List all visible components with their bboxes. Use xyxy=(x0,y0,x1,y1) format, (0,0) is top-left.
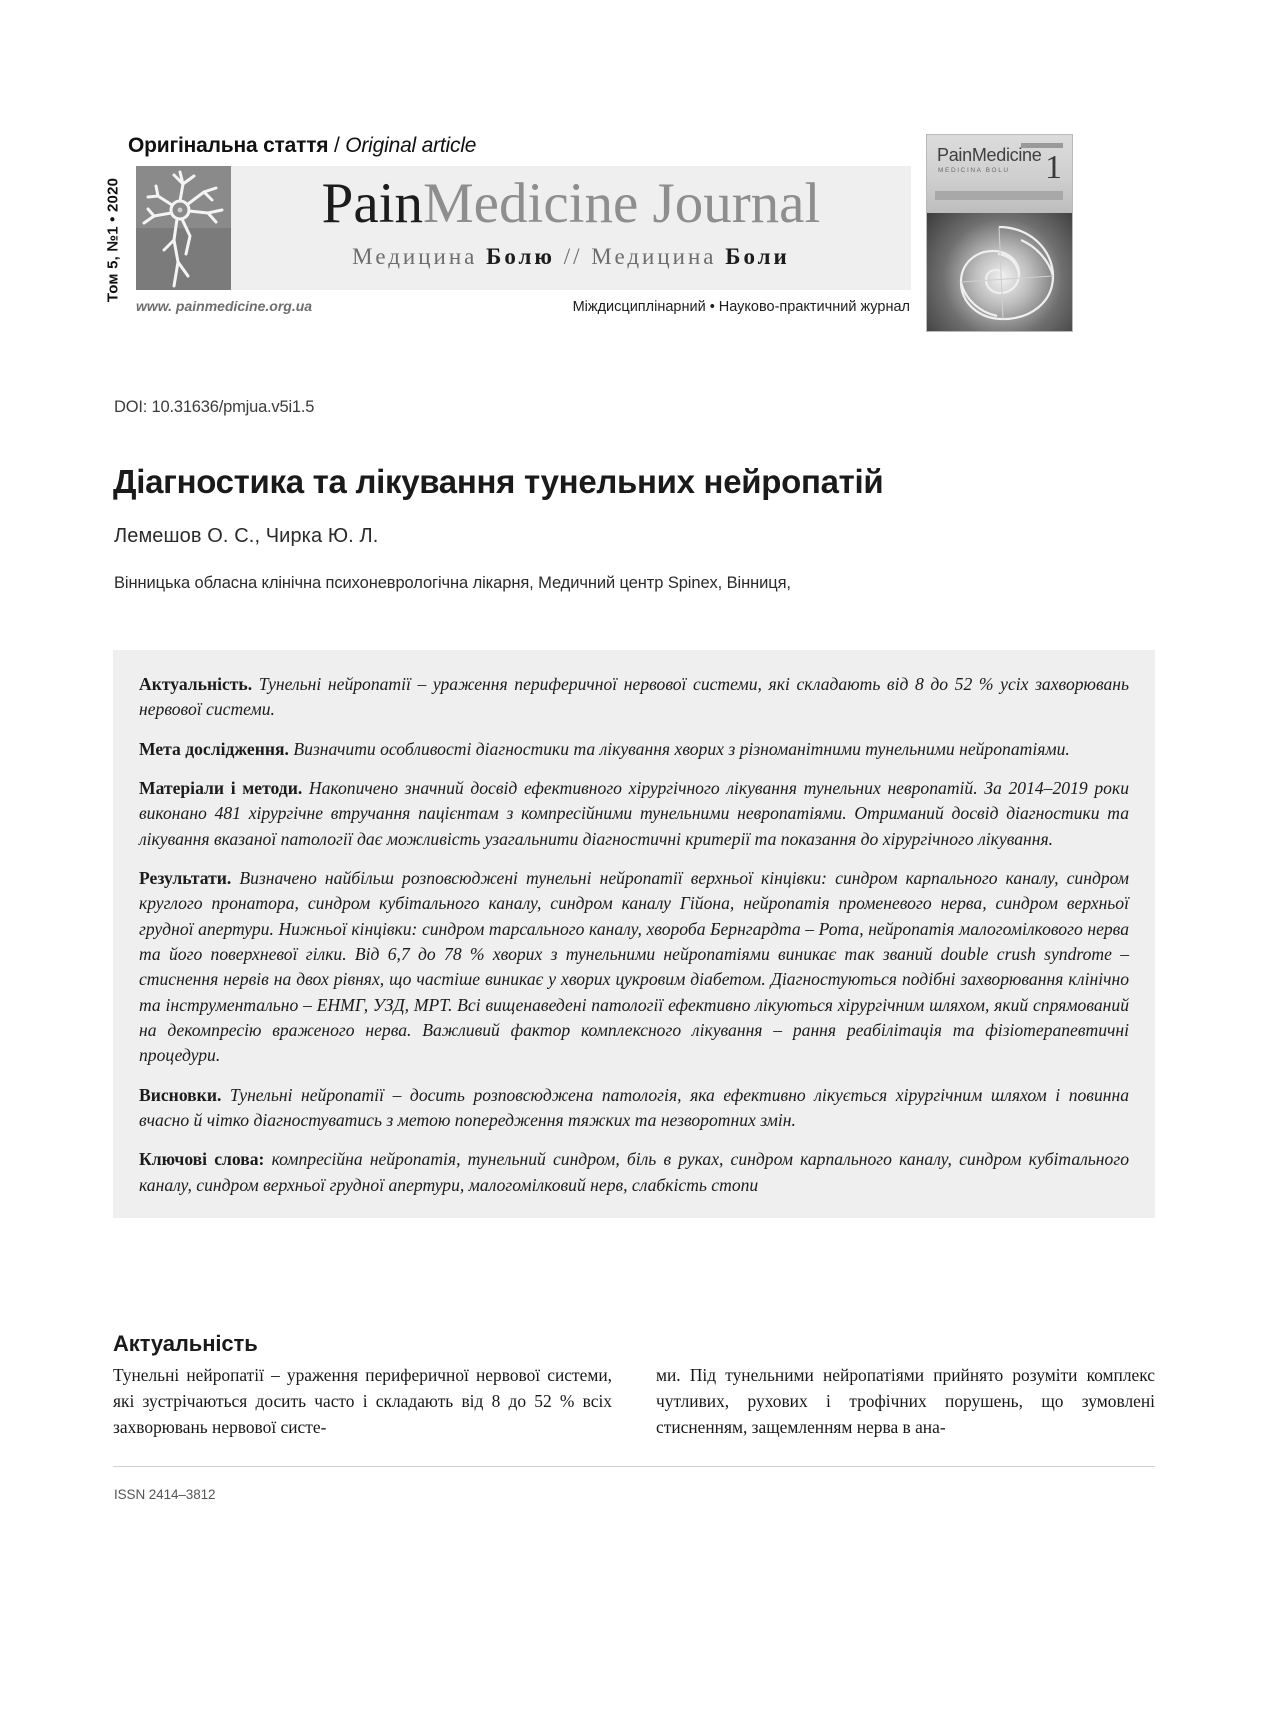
footer-divider xyxy=(113,1466,1155,1467)
page-title: Діагностика та лікування тунельних нейропатій xyxy=(113,463,884,501)
subtitle-ua-prefix: Медицина xyxy=(352,244,487,269)
issn-text: ISSN 2414–3812 xyxy=(114,1487,216,1502)
cover-title: PainMedicine xyxy=(937,145,1042,165)
doi-text[interactable]: DOI: 10.31636/pmjua.v5i1.5 xyxy=(114,398,315,416)
journal-website-link[interactable]: www. painmedicine.org.ua xyxy=(136,298,313,314)
section-heading-relevance: Актуальність xyxy=(113,1331,258,1357)
abstract-aim xyxy=(139,737,1129,762)
wordmark-medicine: Medicine xyxy=(423,172,639,235)
masthead xyxy=(0,0,1270,360)
cover-subtitle: MEDICINA BOLU xyxy=(938,167,1010,174)
abstract-methods xyxy=(139,776,1129,852)
body-paragraph-right: ми. Під тунельними нейропатіями прийнято розуміти комплекс чутливих, рухових і трофічних порушень, що зумовлені стисненням, защемленням нерва в ана- xyxy=(656,1365,1155,1438)
article-type-line xyxy=(128,134,476,158)
body-paragraph-left: Тунельні нейропатії – ураження периферичної нервової системи, які зустрічаються досить часто і складають від 8 до 52 % всіх захворювань нервової систе- xyxy=(113,1365,612,1438)
body-column-left xyxy=(113,1362,612,1440)
journal-title-band xyxy=(231,166,911,290)
abstract-keywords-text: компресійна нейропатія, тунельний синдром, біль в руках, синдром карпального каналу, синдром кубітального каналу, синдром верхньої грудної апертури, малогомілковий нерв, слабкість стопи xyxy=(139,1149,1129,1195)
journal-wordmark xyxy=(231,172,911,235)
subtitle-ru-bold: Боли xyxy=(725,244,790,269)
abstract-aim-text: Визначити особливості діагностики та лікування хворих з різноманітними тунельними нейропатіями. xyxy=(288,738,1070,759)
abstract-conclusions xyxy=(139,1083,1129,1134)
abstract-box xyxy=(113,650,1155,1218)
cover-nautilus-image xyxy=(927,213,1072,331)
abstract-results-text: Визначено найбільш розповсюджені тунельні нейропатії верхньої кінцівки: синдром карпального каналу, синдром круглого пронатора, синдром кубітального каналу, синдром каналу Гійона, нейропатія променевого нерва, синдром верхньої грудної апертури. Нижньої кінцівки: синдром тарсального каналу, хвороба Бернгардта – Рота, нейропатія малогомілкового нерва та його поверхневої гілки. Від 6,7 до 78 % хворих з тунельними нейропатіями виникає так званий double crush syndrome – стиснення нервів на двох рівнях, що частіше виникає у хворих цукровим діабетом. Діагностуються подібні захворювання клінічно та інструментально – ЕНМГ, УЗД, МРТ. Всі вищенаведені патології ефективно лікуються хірургічним шляхом, який спрямований на декомпресію враженого нерва. Важливий фактор комплексного лікування – рання реабілітація та фізіотерапевтичні процедури. xyxy=(139,867,1129,1066)
abstract-results xyxy=(139,866,1129,1069)
journal-subtitle xyxy=(231,244,911,270)
abstract-conclusions-text: Тунельні нейропатії – досить розповсюджена патологія, яка ефективно лікується хірургічним шляхом і повинна вчасно й чітко діагностуватись з метою попередження тяжких та незворотних змін. xyxy=(139,1084,1129,1130)
affiliation-text: Вінницька обласна клінічна психоневрологічна лікарня, Медичний центр Spinex, Вінниця, xyxy=(114,574,791,592)
abstract-methods-text: Накопичено значний досвід ефективного хірургічного лікування тунельних невропатій. За 2014–2019 роки виконано 481 хірургічне втручання пацієнтам з компресійними тунельними невропатіями. Отриманий досвід діагностики та лікування вказаної патології дає можливість узагальнити діагностичні критерії та показання до хірургічного лікування. xyxy=(139,777,1129,849)
article-type-en: Original article xyxy=(345,134,477,157)
subtitle-separator: // xyxy=(555,244,592,269)
abstract-relevance xyxy=(139,672,1129,723)
abstract-keywords xyxy=(139,1147,1129,1198)
volume-issue-label: Том 5, №1 • 2020 xyxy=(104,177,122,302)
article-type-ua: Оригінальна стаття xyxy=(128,134,329,157)
abstract-relevance-label: Актуальність. xyxy=(139,674,253,694)
article-type-separator: / xyxy=(328,134,346,157)
volume-issue-strip xyxy=(100,167,126,312)
body-columns xyxy=(113,1362,1155,1440)
abstract-relevance-text: Тунельні нейропатії – ураження периферичної нервової системи, які складають від 8 до 52 % усіх захворювань нервової системи. xyxy=(139,674,1129,720)
journal-tagline: Міждисциплінарний • Науково-практичний журнал xyxy=(572,299,910,315)
author-list: Лемешов О. С., Чирка Ю. Л. xyxy=(114,525,379,547)
wordmark-pain: Pain xyxy=(321,172,423,235)
abstract-methods-label: Матеріали і методи. xyxy=(139,777,303,798)
cover-band xyxy=(935,191,1063,200)
abstract-results-label: Результати. xyxy=(139,867,232,888)
wordmark-journal: Journal xyxy=(652,172,821,235)
abstract-aim-label: Мета дослідження. xyxy=(139,738,289,759)
body-column-right xyxy=(656,1362,1155,1440)
subtitle-ua-bold: Болю xyxy=(486,244,556,269)
journal-cover-thumbnail xyxy=(926,134,1073,332)
neuron-illustration xyxy=(136,166,231,290)
subtitle-ru-prefix: Медицина xyxy=(591,244,726,269)
abstract-conclusions-label: Висновки. xyxy=(139,1084,222,1105)
abstract-keywords-label: Ключові слова: xyxy=(139,1149,265,1170)
cover-issue-number: 1 xyxy=(1045,149,1062,186)
